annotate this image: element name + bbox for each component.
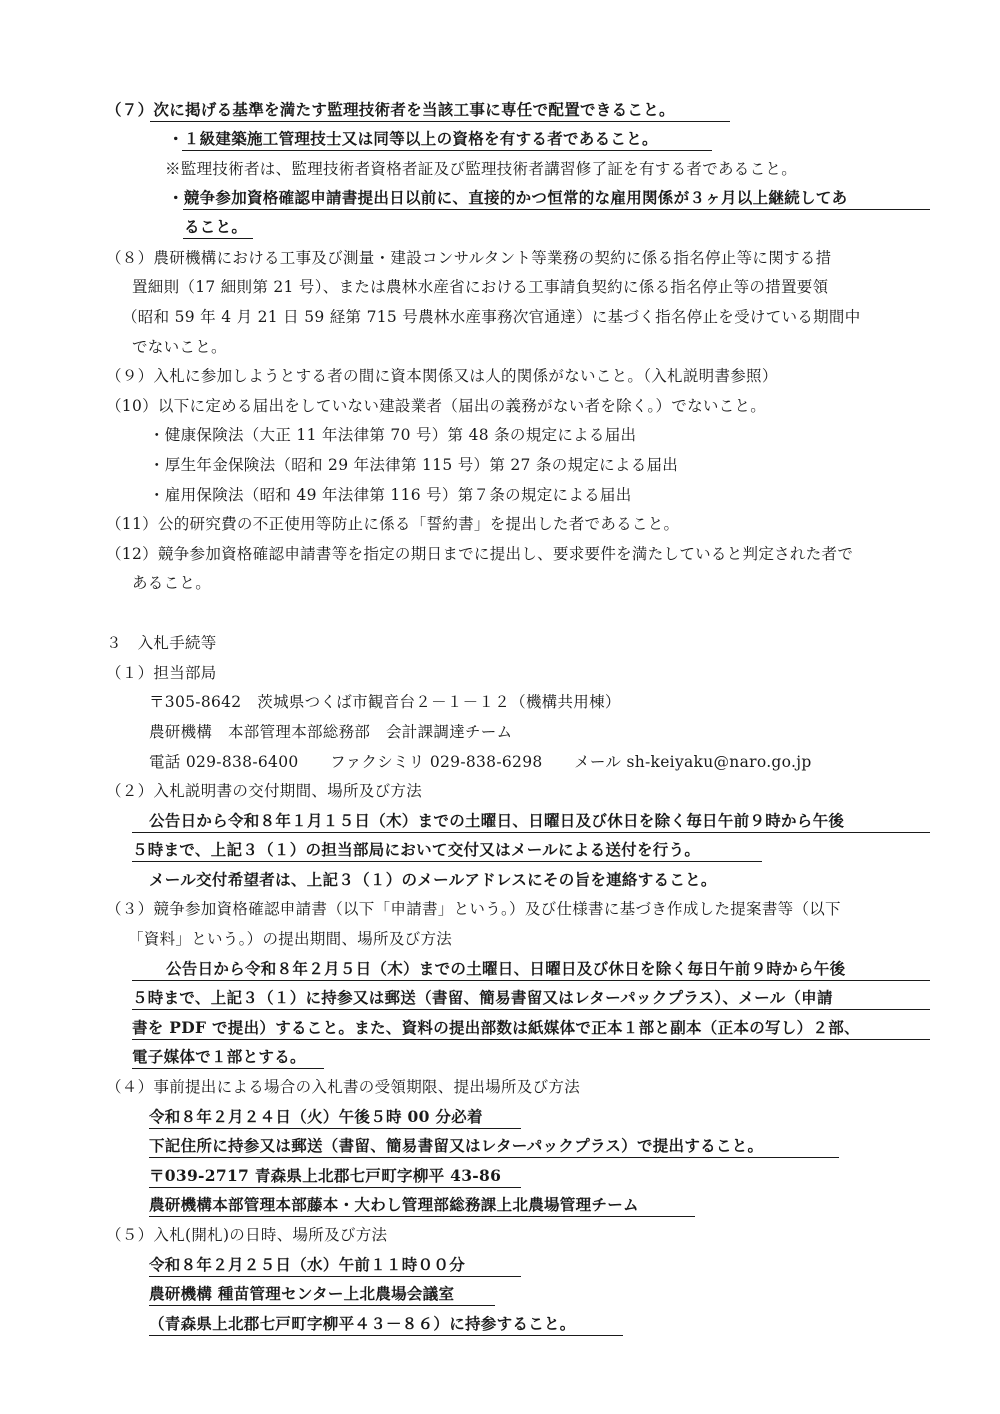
underline-rule <box>183 238 253 239</box>
item-9: （９）入札に参加しようとする者の間に資本関係又は人的関係がないこと。（入札説明書参照） <box>106 367 778 385</box>
item-3-4-line-2: 令和８年２月２４日（火）午後５時 00 分必着 <box>149 1107 483 1126</box>
item-3-1-line-3: 農研機構 本部管理本部総務部 会計課調達チーム <box>149 723 513 741</box>
underline-rule <box>132 1039 930 1040</box>
item-3-2-line-4: メール交付希望者は、上記３（１）のメールアドレスにその旨を連絡すること。 <box>149 870 717 889</box>
item-3-1-line-1: （１）担当部局 <box>106 664 217 682</box>
item-3-2-line-2: 公告日から令和８年１月１５日（木）までの土曜日、日曜日及び休日を除く毎日午前９時から午後 <box>149 811 845 830</box>
item-10-line-2: ・健康保険法（大正 11 年法律第 70 号）第 48 条の規定による届出 <box>149 426 637 444</box>
item-7-line-4: ・競争参加資格確認申請書提出日以前に、直接的かつ恒常的な雇用関係が３ヶ月以上継続してあ <box>168 188 848 207</box>
item-3-1-line-4: 電話 029-838-6400 ファクシミリ 029-838-6298 メール sh-keiyaku@naro.go.jp <box>149 753 812 771</box>
item-3-3-line-5: 書を PDF で提出）すること。また、資料の提出部数は紙媒体で正本１部と副本（正本の写し）２部、 <box>132 1018 860 1037</box>
underline-rule <box>132 1068 324 1069</box>
section-3-heading: ３ 入札手続等 <box>106 634 217 652</box>
item-3-3-line-3: 公告日から令和８年２月５日（木）までの土曜日、日曜日及び休日を除く毎日午前９時から午後 <box>166 959 846 978</box>
item-3-3-line-4: ５時まで、上記３（１）に持参又は郵送（書留、簡易書留又はレターパックプラス）、メール（申請 <box>132 988 833 1007</box>
item-3-4-line-1: （４）事前提出による場合の入札書の受領期限、提出場所及び方法 <box>106 1078 581 1096</box>
item-7-line-2: ・１級建築施工管理技士又は同等以上の資格を有する者であること。 <box>168 129 658 148</box>
item-3-5-line-1: （５）入札(開札)の日時、場所及び方法 <box>106 1226 388 1244</box>
underline-rule <box>149 1216 695 1217</box>
item-7-line-5: ること。 <box>184 217 248 236</box>
underline-rule <box>132 832 930 833</box>
item-3-1-line-2: 〒305-8642 茨城県つくば市観音台２－１－１２（機構共用棟） <box>149 693 621 711</box>
item-7-line-1: （７）次に掲げる基準を満たす監理技術者を当該工事に専任で配置できること。 <box>106 100 675 119</box>
item-10-line-3: ・厚生年金保険法（昭和 29 年法律第 115 号）第 27 条の規定による届出 <box>149 456 679 474</box>
underline-rule <box>149 1335 623 1336</box>
item-8-line-3: （昭和 59 年 4 月 21 日 59 経第 715 号農林水産事務次官通達）に基づく指名停止を受けている期間中 <box>122 308 861 326</box>
item-10-line-4: ・雇用保険法（昭和 49 年法律第 116 号）第７条の規定による届出 <box>149 486 632 504</box>
item-8-line-1: （８）農研機構における工事及び測量・建設コンサルタント等業務の契約に係る指名停止等に関する措 <box>106 249 832 267</box>
underline-rule <box>132 980 930 981</box>
item-3-5-line-4: （青森県上北郡七戸町字柳平４３－８６）に持参すること。 <box>149 1314 576 1333</box>
underline-rule <box>132 1009 930 1010</box>
item-3-4-line-3: 下記住所に持参又は郵送（書留、簡易書留又はレターパックプラス）で提出すること。 <box>149 1136 764 1155</box>
underline-rule <box>132 861 762 862</box>
item-3-2-line-3: ５時まで、上記３（１）の担当部局において交付又はメールによる送付を行う。 <box>132 840 701 859</box>
item-3-5-line-2: 令和８年２月２５日（水）午前１１時００分 <box>149 1255 466 1274</box>
item-3-3-line-6: 電子媒体で１部とする。 <box>132 1047 306 1066</box>
underline-rule <box>149 1157 839 1158</box>
item-3-3-line-2: 「資料」という。）の提出期間、場所及び方法 <box>128 930 453 948</box>
underline-rule <box>149 1305 495 1306</box>
underline-rule <box>183 209 930 210</box>
item-8-line-4: でないこと。 <box>132 338 227 356</box>
item-3-3-line-1: （３）競争参加資格確認申請書（以下「申請書」という。）及び仕様書に基づき作成した提案書等（以下 <box>106 900 841 918</box>
underline-rule <box>149 1128 521 1129</box>
item-11: （11）公的研究費の不正使用等防止に係る「誓約書」を提出した者であること。 <box>106 515 680 533</box>
underline-rule <box>182 150 712 151</box>
underline-rule <box>150 121 730 122</box>
item-12-line-1: （12）競争参加資格確認申請書等を指定の期日までに提出し、要求要件を満たしていると判定された者で <box>106 545 854 563</box>
underline-rule <box>149 1276 521 1277</box>
item-12-line-2: あること。 <box>132 574 212 592</box>
item-3-4-line-5: 農研機構本部管理本部藤本・大わし管理部総務課上北農場管理チーム <box>149 1195 639 1214</box>
item-7-line-3: ※監理技術者は、監理技術者資格者証及び監理技術者講習修了証を有する者であること。 <box>165 160 798 178</box>
item-10-line-1: （10）以下に定める届出をしていない建設業者（届出の義務がない者を除く。）でないこと。 <box>106 397 767 415</box>
item-3-5-line-3: 農研機構 種苗管理センター上北農場会議室 <box>149 1284 455 1303</box>
underline-rule <box>149 1187 521 1188</box>
item-8-line-2: 置細則（17 細則第 21 号）、または農林水産省における工事請負契約に係る指名停止等の措置要領 <box>132 278 829 296</box>
item-3-2-line-1: （２）入札説明書の交付期間、場所及び方法 <box>106 782 423 800</box>
item-3-4-line-4: 〒039-2717 青森県上北郡七戸町字柳平 43-86 <box>149 1166 502 1185</box>
